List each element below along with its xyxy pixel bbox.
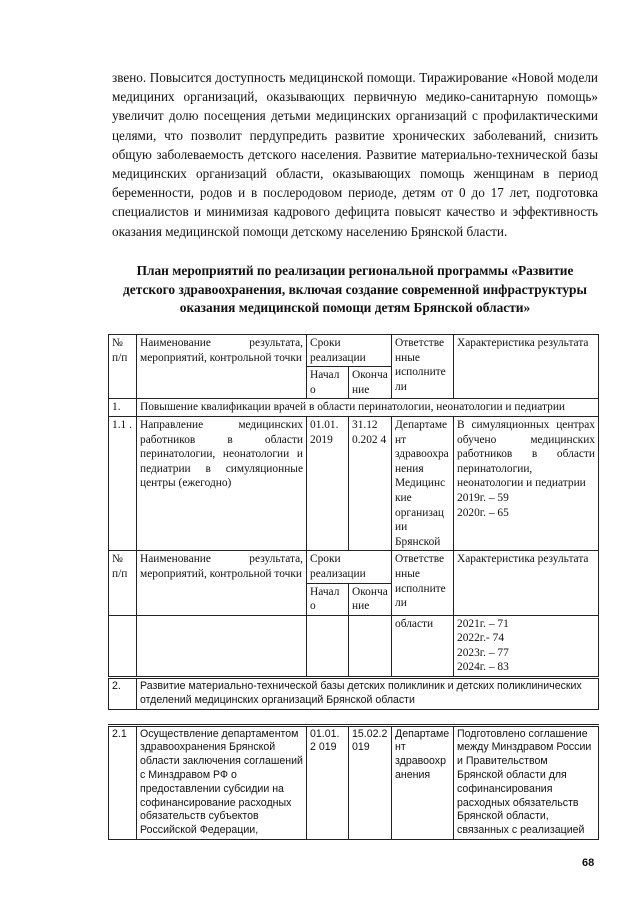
row1-1-char	[454, 416, 599, 550]
row1-1-num: 1.1 .	[109, 416, 137, 550]
row2-1-num: 2.1	[109, 725, 137, 839]
table-row	[109, 399, 599, 417]
header-resp: Ответственные исполнители	[392, 551, 454, 615]
header-resp: Ответственные исполнители	[392, 335, 454, 399]
table-header-row-repeat	[109, 551, 599, 583]
year-value: 2019г. – 59	[457, 491, 509, 504]
header-start: Начало	[307, 583, 349, 615]
row2-1-char: Подготовлено соглашение между Минздравом России и Правительством Брянской области для софинансирования расходных обязательств Брянской области, связанных с реализацией	[454, 725, 599, 839]
year-value: 2020г. – 65	[457, 506, 509, 519]
table-row	[109, 678, 599, 710]
year-value: 2024г. – 83	[457, 661, 509, 674]
header-name: Наименование результата, мероприятий, контрольной точки	[137, 335, 307, 399]
plan-heading: План мероприятий по реализации региональной программы «Развитие детского здравоохранения, включая создание современной инфраструктуры оказания медицинской помощи детям Брянской области»	[123, 263, 587, 315]
row2-1-end: 15.02.2 019	[349, 725, 392, 839]
table-header-row	[109, 335, 599, 367]
row1-1-start: 01.01. 2019	[307, 416, 349, 550]
table-row	[109, 615, 599, 677]
page-number: 68	[582, 857, 595, 869]
year-value: 2022г.- 74	[457, 632, 505, 645]
header-num: № п/п	[109, 551, 137, 615]
row2-1-start: 01.01.2 019	[307, 725, 349, 839]
header-char: Характеристика результата	[454, 551, 599, 615]
row2-1-name: Осуществление департаментом здравоохранения Брянской области заключения соглашений с Минздравом РФ о предоставлении субсидии на софинансирование расходных обязательств субъектов Российской Федерации,	[137, 725, 307, 839]
header-terms: Сроки реализации	[307, 335, 392, 367]
row1-1-end: 31.12 0.202 4	[349, 416, 392, 550]
header-terms: Сроки реализации	[307, 551, 392, 583]
cont-years	[454, 615, 599, 677]
header-char: Характеристика результата	[454, 335, 599, 399]
year-value: 2023г. – 77	[457, 646, 509, 659]
table-row	[109, 416, 599, 550]
header-end: Окончание	[349, 583, 392, 615]
header-start: Начало	[307, 367, 349, 399]
row1-text: Повышение квалификации врачей в области перинатологии, неонатологии и педиатрии	[137, 399, 599, 417]
row1-1-char-text: В симуляционных центрах обучено медицинских работников в области перинатологии, неонатологии и педиатрии	[457, 418, 596, 490]
intro-paragraph: звено. Повысится доступность медицинской помощи. Тиражирование «Новой модели медициних организаций, оказывающих первичную медико-санитарную помощь» увеличит долю посещения детьми медицинских организаций с профилактическими целями, что позволит пердупредить развитие хронических заболеваний, снизить общую заболеваемость детского населения. Развитие материально-технической базы медицинских организаций области, оказывающих помощь женщинам в период беременности, родов и в послеродовом периоде, детям от 0 до 17 лет, подготовка специалистов и минимизая кадрового дефицита повысят качество и эффективность оказания медицинской помощи детскому населению Брянской бласти.	[112, 70, 598, 239]
row1-1-name: Направление медицинских работников в области перинатологии, неонатологии и педиатрии в симуляционные центры (ежегодно)	[137, 416, 307, 550]
row2-num: 2.	[109, 678, 137, 710]
cont-resp: области	[392, 615, 454, 677]
header-end: Окончание	[349, 367, 392, 399]
header-name: Наименование результата, мероприятий, контрольной точки	[137, 551, 307, 615]
row1-num: 1.	[109, 399, 137, 417]
year-value: 2021г. – 71	[457, 617, 509, 630]
plan-table	[108, 334, 599, 840]
row2-text: Развитие материально-технической базы детских поликлиник и детских поликлинических отделений медицинских организаций Брянской области	[137, 678, 599, 710]
table-row	[109, 725, 599, 839]
row2-1-resp: Департамент здравоохранения	[392, 725, 454, 839]
header-num: № п/п	[109, 335, 137, 399]
row1-1-resp: Департамент здравоохранения Медицинские организации Брянской	[392, 416, 454, 550]
